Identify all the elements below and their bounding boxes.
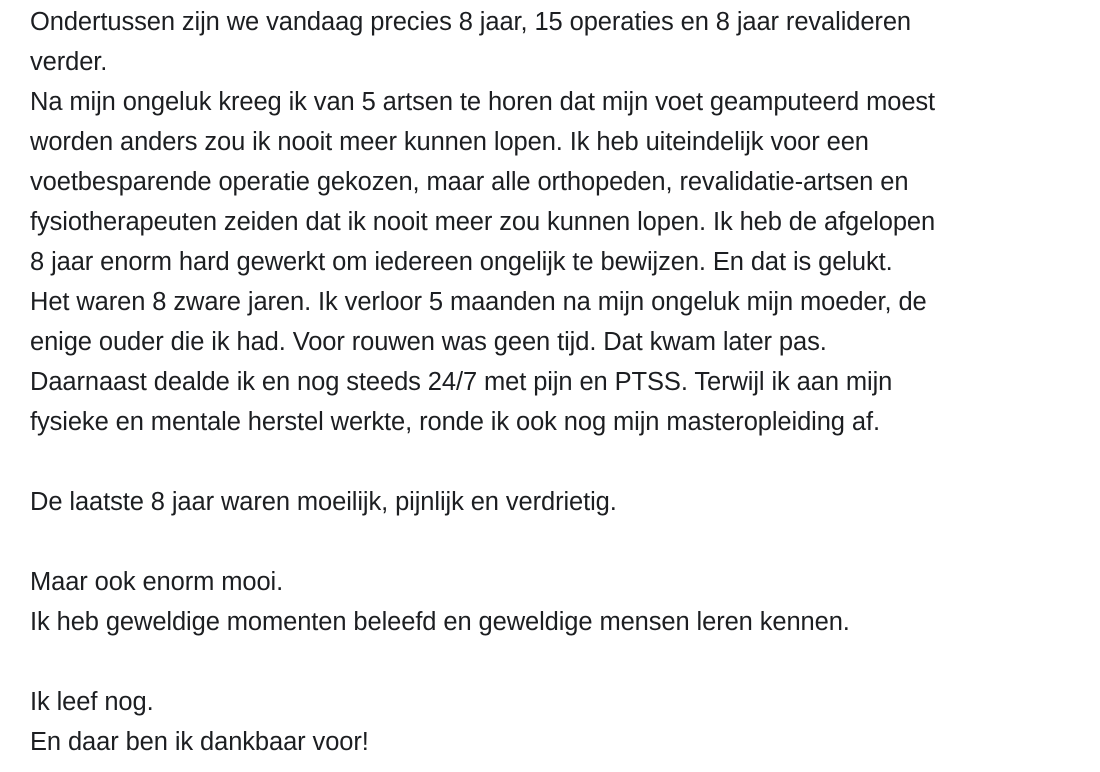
text-line: Maar ook enorm mooi. — [30, 568, 284, 596]
paragraph-3 — [30, 562, 1090, 642]
text-line: Na mijn ongeluk kreeg ik van 5 artsen te horen dat mijn voet geamputeerd moest — [30, 88, 936, 116]
paragraph-2 — [30, 482, 1090, 522]
text-line: De laatste 8 jaar waren moeilijk, pijnlijk en verdrietig. — [30, 488, 617, 516]
text-line: Daarnaast dealde ik en nog steeds 24/7 met pijn en PTSS. Terwijl ik aan mijn — [30, 368, 893, 396]
text-line: En daar ben ik dankbaar voor! — [30, 728, 369, 756]
text-line: 8 jaar enorm hard gewerkt om iedereen ongelijk te bewijzen. En dat is gelukt. — [30, 248, 893, 276]
paragraph-spacer — [30, 642, 1090, 682]
text-line: fysiotherapeuten zeiden dat ik nooit meer zou kunnen lopen. Ik heb de afgelopen — [30, 208, 936, 236]
text-line: Het waren 8 zware jaren. Ik verloor 5 maanden na mijn ongeluk mijn moeder, de — [30, 288, 927, 316]
text-line: voetbesparende operatie gekozen, maar alle orthopeden, revalidatie-artsen en — [30, 168, 909, 196]
paragraph-1 — [30, 2, 1090, 442]
text-line: Ondertussen zijn we vandaag precies 8 jaar, 15 operaties en 8 jaar revalideren — [30, 8, 911, 36]
text-line: Ik leef nog. — [30, 688, 154, 716]
text-line: Ik heb geweldige momenten beleefd en geweldige mensen leren kennen. — [30, 608, 850, 636]
text-line: verder. — [30, 48, 108, 76]
text-line: worden anders zou ik nooit meer kunnen lopen. Ik heb uiteindelijk voor een — [30, 128, 869, 156]
text-line: fysieke en mentale herstel werkte, ronde ik ook nog mijn masteropleiding af. — [30, 408, 880, 436]
text-line: enige ouder die ik had. Voor rouwen was geen tijd. Dat kwam later pas. — [30, 328, 827, 356]
post-text — [30, 2, 1090, 762]
paragraph-4 — [30, 682, 1090, 762]
paragraph-spacer — [30, 442, 1090, 482]
paragraph-spacer — [30, 522, 1090, 562]
